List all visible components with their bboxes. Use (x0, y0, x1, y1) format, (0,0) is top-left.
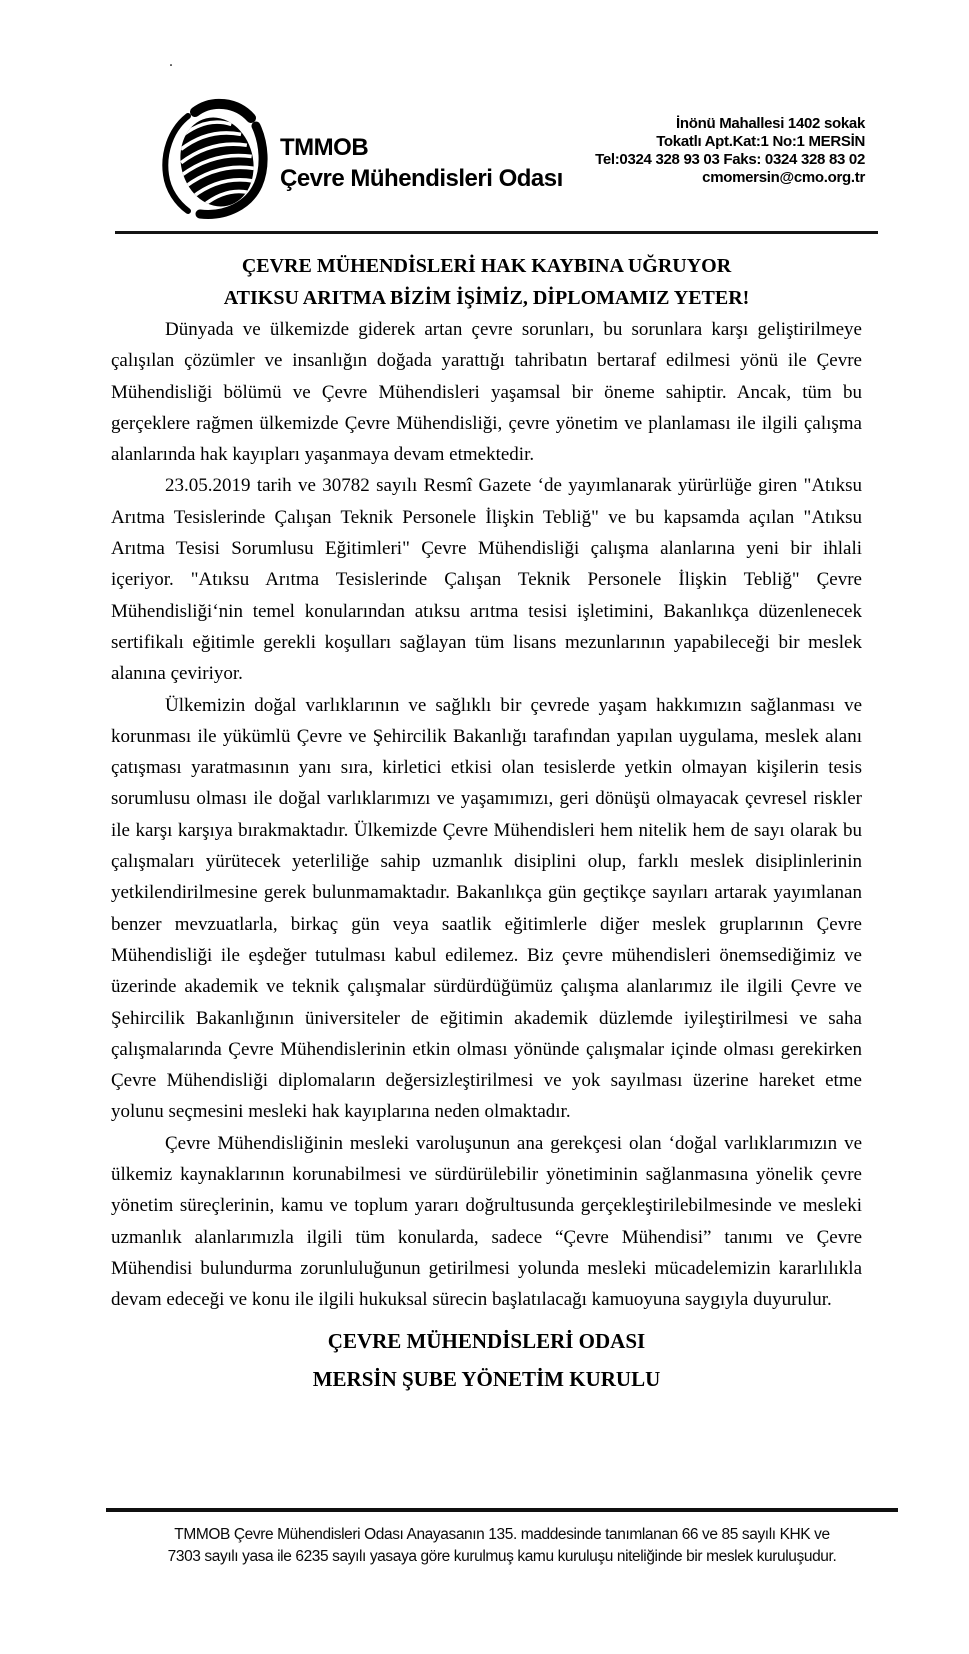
contact-address-line1: İnönü Mahallesi 1402 sokak (676, 115, 865, 132)
paragraph-3: Ülkemizin doğal varlıklarının ve sağlıklı bir çevrede yaşam hakkımızın sağlanması ve korunması ile yükümlü Çevre ve Şehircilik Bakanlığı tarafından yapılan uygulama, meslek alanı çatışması yaratmasının yanı sıra, kirletici etkisi olan tesislerde yetkin olmayan kişilerin tesis sorumlusu olması ile doğal varlıklarımızı ve yaşamımızı, geri dönüşü olmayacak çevresel riskler ile karşı karşıya bırakmaktadır. Ülkemizde Çevre Mühendisleri hem nitelik hem de sayı olarak bu çalışmaları yürütecek yeterliliğe sahip uzmanlık disiplini olup, farklı meslek disiplinlerinin yetkilendirilmesine gerek bulunmamaktadır. Bakanlıkça gün geçtikçe sayıları artarak yayımlanan benzer mevzuatlarla, birkaç gün veya saatlik eğitimlerle diğer meslek gruplarının Çevre Mühendisliği ile eşdeğer tutulması kabul edilemez. Biz çevre mühendisleri önemsediğimiz ve üzerinde akademik ve teknik çalışmalar sürdürdüğümüz çalışma alanlarımız ile ilgili Çevre ve Şehircilik Bakanlığının üniversiteler de eğitimin akademik düzlemde iyileştirilmesi ve saha çalışmalarında Çevre Mühendislerinin etkin olması yönünde çalışmalar içinde olması gerekirken Çevre Mühendisliği diplomaların değersizleştirilmesi ve yok sayılması üzerine hareket etme yolunu seçmesini mesleki hak kayıplarına neden olmaktadır. (111, 694, 862, 1123)
signature-block (111, 1322, 862, 1398)
org-acronym: TMMOB (280, 134, 369, 161)
letter-body (111, 250, 862, 1398)
footer-divider (106, 1508, 898, 1512)
contact-address-line2: Tokatlı Apt.Kat:1 No:1 MERSİN (656, 133, 865, 150)
header-divider (115, 231, 878, 234)
signature-line2: MERSİN ŞUBE YÖNETİM KURULU (312, 1366, 661, 1391)
footer-line1: TMMOB Çevre Mühendisleri Odası Anayasanın 135. maddesinde tanımlanan 66 ve 85 sayılı KHK ve (174, 1526, 830, 1543)
contact-phone-fax: Tel:0324 328 93 03 Faks: 0324 328 83 02 (595, 151, 865, 168)
stray-mark: . (169, 53, 173, 70)
document-title-line1: ÇEVRE MÜHENDİSLERİ HAK KAYBINA UĞRUYOR (241, 255, 732, 277)
document-title-line2: ATIKSU ARITMA BİZİM İŞİMİZ, DİPLOMAMIZ YETER! (223, 287, 750, 309)
footer-note (106, 1524, 898, 1568)
footer-line2: 7303 sayılı yasa ile 6235 sayılı yasaya göre kurulmuş kamu kuruluşu niteliğinde bir meslek kuruluşudur. (167, 1548, 837, 1565)
org-title (280, 132, 563, 194)
org-name: Çevre Mühendisleri Odası (280, 165, 563, 192)
contact-email: cmomersin@cmo.org.tr (702, 169, 865, 186)
globe-logo-icon (156, 98, 278, 224)
contact-block (595, 115, 865, 187)
paragraph-2: 23.05.2019 tarih ve 30782 sayılı Resmî Gazete ‘de yayımlanarak yürürlüğe giren "Atıksu Arıtma Tesislerinde Çalışan Teknik Personele İlişkin Tebliğ" ve bu kapsamda açılan "Atıksu Arıtma Tesisi Sorumlusu Eğitimleri" Çevre Mühendisliği çalışma alanlarına yeni bir ihlali içeriyor. "Atıksu Arıtma Tesislerinde Çalışan Teknik Personele İlişkin Tebliğ" Çevre Mühendisliği‘nin temel konularından atıksu arıtma tesisi işletimini, Bakanlıkça düzenlenecek sertifikalı eğitimle gerekli koşulları sağlayan tüm lisans mezunlarının yapabileceği bir meslek alanına çeviriyor. (111, 475, 862, 685)
paragraph-1: Dünyada ve ülkemizde giderek artan çevre sorunları, bu sorunlara karşı geliştirilmeye çalışılan çözümler ve insanlığın doğada yarattığı tahribatın bertaraf edilmesi yönü ile Çevre Mühendisliği bölümü ve Çevre Mühendisleri yaşamsal bir öneme sahiptir. Ancak, tüm bu gerçeklere rağmen ülkemizde Çevre Mühendisliği, çevre yönetim ve planlaması ile ilgili çalışma alanlarında hak kayıpları yaşanmaya devam etmektedir. (111, 319, 862, 466)
signature-line1: ÇEVRE MÜHENDİSLERİ ODASI (327, 1328, 646, 1353)
paragraph-4: Çevre Mühendisliğinin mesleki varoluşunun ana gerekçesi olan ‘doğal varlıklarımızın ve ülkemiz kaynaklarının korunabilmesi ve sürdürülebilir yönetiminin sağlanmasına yönelik çevre yönetim süreçlerinin, kamu ve toplum yararı doğrultusunda gerçekleştirilebilmesinde ve mesleki uzmanlık alanlarımızla ilgili tüm konularda, sadece “Çevre Mühendisi” tanımı ve Çevre Mühendisi bulundurma zorunluluğunun getirilmesi yolunda mesleki mücadelemizin kararlılıkla devam edeceği ve konu ile ilgili hukuksal sürecin başlatılacağı kamuoyuna saygıyla duyurulur. (111, 1132, 862, 1311)
